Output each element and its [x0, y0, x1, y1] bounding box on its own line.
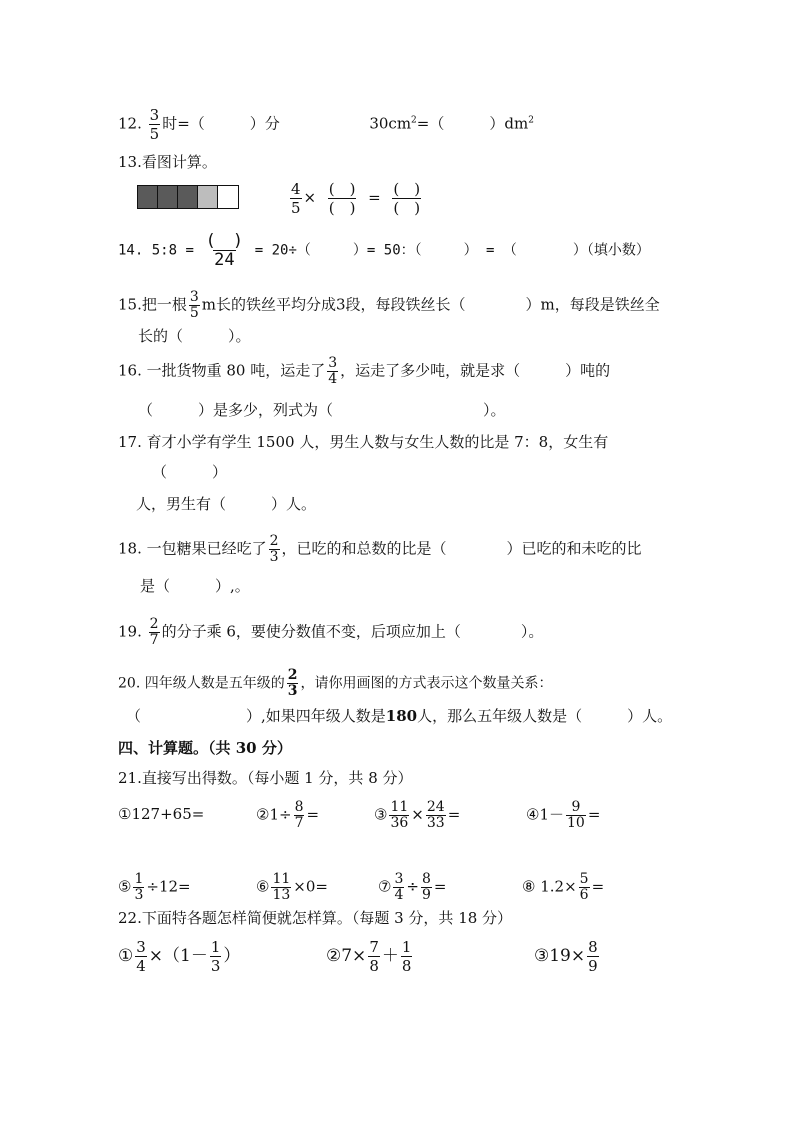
bar-cell-light: [198, 186, 218, 208]
bar-cell-shaded: [158, 186, 178, 208]
question-15-cont: 长的（ ）。: [138, 327, 251, 345]
question-13-expression: $\frac{4}{5}$ × $\frac{( )}{( )}$ = $\frac{( )}{( )}$: [291, 180, 421, 217]
question-21-title: 21.直接写出得数。（每小题 1 分，共 8 分）: [118, 769, 413, 787]
question-16-cont: （ ）是多少，列式为（ ）。: [138, 401, 506, 419]
calc-item-5: ⑤ $\frac{1}{3}$ ÷12=: [118, 871, 191, 903]
question-19: 19. $\frac{2}{7}$ 的分子乘 6，要使分数值不变，后项应加上（ ）。: [118, 616, 544, 648]
calc-item-6: ⑥ $\frac{11}{13}$ ×0=: [256, 871, 328, 903]
question-22-title: 22.下面特各题怎样简便就怎样算。（每题 3 分，共 18 分）: [118, 909, 513, 927]
question-18: 18. 一包糖果已经吃了 $\frac{2}{3}$ ，已吃的和总数的比是（ ）已吃的和未吃的比: [118, 533, 642, 565]
bar-cell-shaded: [178, 186, 198, 208]
question-13-title: 13.看图计算。: [118, 153, 217, 171]
question-16: 16. 一批货物重 80 吨，运走了 $\frac{3}{4}$ ，运走了多少吨，就是求（ ）吨的: [118, 355, 611, 387]
question-12: 12. $\frac{3}{5}$ 时=（ ）分 $30cm^2=$（ ）$dm^2$: [118, 106, 534, 143]
question-17: 17. 育才小学有学生 1500 人，男生人数与女生人数的比是 7：8，女生有: [118, 433, 609, 451]
fraction-bar-diagram: [137, 185, 239, 209]
section-heading: 四、计算题。（共 30 分）: [118, 739, 292, 757]
calc-item-3: ③ $\frac{11}{36}$ × $\frac{24}{33}$ =: [374, 799, 461, 831]
simplify-item-2: ②7× $\frac{7}{8}$ ＋ $\frac{1}{8}$: [326, 938, 412, 975]
question-17-cont: 人，男生有（ ）人。: [136, 495, 317, 513]
question-20: 20. 四年级人数是五年级的 $\frac{2}{3}$ ，请你用画图的方式表示这个数量关系：: [118, 667, 553, 699]
question-20-cont: （ ）,如果四年级人数是180人，那么五年级人数是（ ）人。: [126, 707, 673, 725]
simplify-item-1: ① $\frac{3}{4}$ ×（1－ $\frac{1}{3}$ ）: [118, 938, 241, 975]
question-17-blank: （ ）: [152, 463, 228, 481]
question-18-cont: 是（ ）,。: [140, 577, 250, 595]
question-14: 14. 5:8 = $\frac{( )}{24}$ = 20÷（ ）= 50：（ ） = （ ）（填小数）: [118, 231, 650, 270]
bar-cell-empty: [218, 186, 238, 208]
calc-item-4: ④1－ $\frac{9}{10}$ =: [526, 799, 601, 831]
bar-cell-shaded: [138, 186, 158, 208]
calc-item-2: ②1÷ $\frac{8}{7}$ =: [256, 799, 320, 831]
fraction: $\frac{3}{5}$: [149, 106, 160, 143]
calc-item-8: ⑧ 1.2× $\frac{5}{6}$ =: [522, 871, 605, 903]
simplify-item-3: ③19× $\frac{8}{9}$: [534, 938, 598, 975]
calc-item-1: ①127+65=: [118, 805, 205, 823]
calc-item-7: ⑦ $\frac{3}{4}$ ÷ $\frac{8}{9}$ =: [378, 871, 447, 903]
question-15: 15.把一根 $\frac{3}{5}$ m长的铁丝平均分成3段，每段铁丝长（ ）m，每段是铁丝全: [118, 289, 660, 321]
